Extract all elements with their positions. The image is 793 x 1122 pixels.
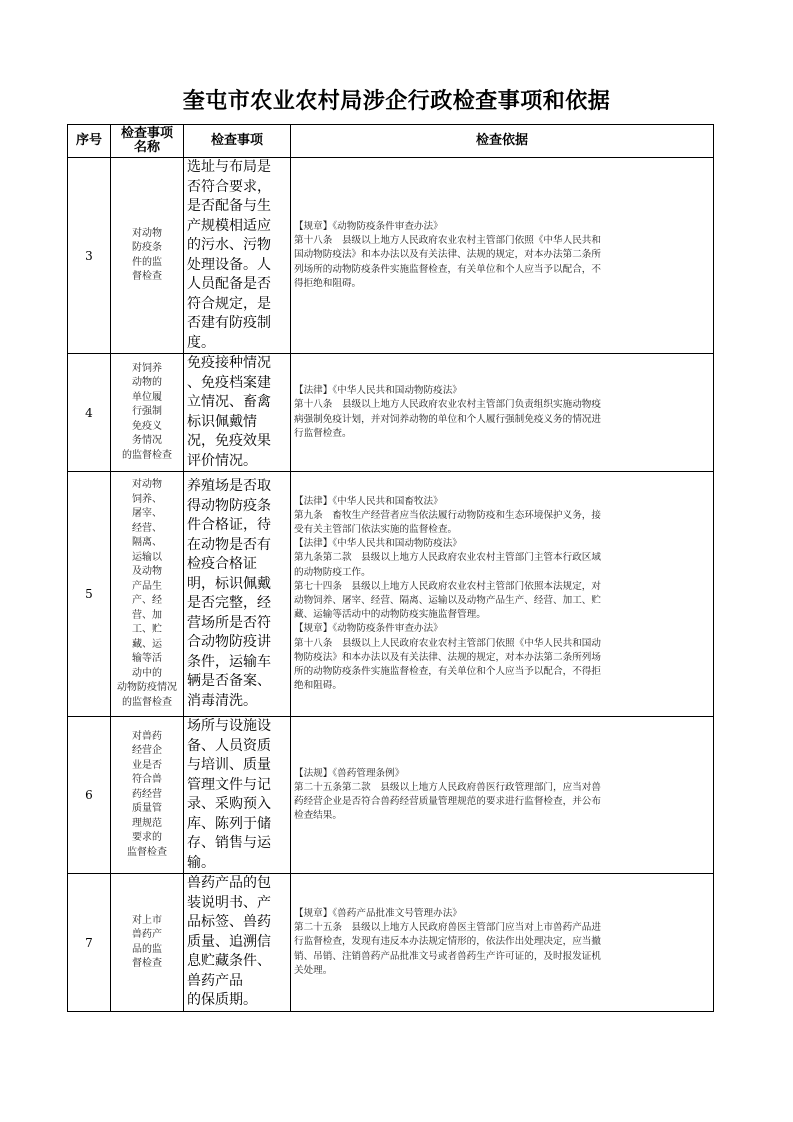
- row-basis: 【法律】《中华人民共和国畜牧法》 第九条 畜牧生产经营者应当依法履行动物防疫和生态环境保护义务，接 受有关主管部门依法实施的监督检查。 【法律】《中华人民共和国动物防疫法》 第九条第二款 县级以上地方人民政府农业农村主管部门主管本行政区域 的动物防疫工作。 第七十四条 县级以上地方人民政府农业农村主管部门依照本法规定，对 动物饲养、屠宰、经营、隔离、运输以及动物产品生产、经营、加工、贮 藏、运输等活动中的动物防疫实施监督管理。 【规章】《动物防疫条件审查办法》 第十八条 县级以上人民政府农业农村主管部门依照《中华人民共和国动 物防疫法》和本办法以及有关法律、法规的规定，对本办法第二条所列场 所的动物防疫条件实施监督检查，有关单位和个人应当予以配合，不得拒 绝和阻碍。: [291, 472, 714, 717]
- header-no: 序号: [68, 125, 111, 158]
- inspection-table: [67, 124, 714, 1012]
- row-item: 场所与设施设 备、人员资质 与培训、质量 管理文件与记 录、采购预入 库、陈列于储 存、销售与运 输。: [184, 717, 291, 874]
- row-basis: 【法律】《中华人民共和国动物防疫法》 第十八条 县级以上地方人民政府农业农村主管部门负责组织实施动物疫 病强制免疫计划，并对饲养动物的单位和个人履行强制免疫义务的情况进 行监督检查。: [291, 354, 714, 472]
- table-row: [68, 717, 714, 874]
- table-row: [68, 472, 714, 717]
- row-name: 对饲养 动物的 单位履 行强制 免疫义 务情况 的监督检查: [111, 354, 184, 472]
- row-no: 3: [68, 158, 111, 354]
- row-no: 6: [68, 717, 111, 874]
- page-title: 奎屯市农业农村局涉企行政检查事项和依据: [182, 89, 611, 114]
- row-item: 兽药产品的包 装说明书、产 品标签、兽药 质量、追溯信 息贮藏条件、 兽药产品 的保质期。: [184, 874, 291, 1012]
- row-name: 对上市 兽药产 品的监 督检查: [111, 874, 184, 1012]
- row-basis: 【法规】《兽药管理条例》 第二十五条第二款 县级以上地方人民政府兽医行政管理部门，应当对兽 药经营企业是否符合兽药经营质量管理规范的要求进行监督检查，并公布 检查结果。: [291, 717, 714, 874]
- row-name: 对动物 饲养、 屠宰、 经营、 隔离、 运输以 及动物 产品生 产、经 营、加 工、贮 藏、运 输等活 动中的 动物防疫情况 的监督检查: [111, 472, 184, 717]
- table-row: [68, 158, 714, 354]
- header-item: 检查事项: [184, 125, 291, 158]
- header-name: 检查事项 名称: [111, 125, 184, 158]
- row-name: 对兽药 经营企 业是否 符合兽 药经营 质量管 理规范 要求的 监督检查: [111, 717, 184, 874]
- table-row: [68, 874, 714, 1012]
- table-row: [68, 354, 714, 472]
- row-no: 5: [68, 472, 111, 717]
- row-name: 对动物 防疫条 件的监 督检查: [111, 158, 184, 354]
- header-basis: 检查依据: [291, 125, 714, 158]
- row-basis: 【规章】《兽药产品批准文号管理办法》 第二十五条 县级以上地方人民政府兽医主管部门应当对上市兽药产品进 行监督检查，发现有违反本办法规定情形的，依法作出处理决定，应当撤 销、吊销、注销兽药产品批准文号或者兽药生产许可证的，及时报发证机 关处理。: [291, 874, 714, 1012]
- row-basis: 【规章】《动物防疫条件审查办法》 第十八条 县级以上地方人民政府农业农村主管部门依照《中华人民共和 国动物防疫法》和本办法以及有关法律、法规的规定，对本办法第二条所 列场所的动物防疫条件实施监督检查，有关单位和个人应当予以配合，不 得拒绝和阻碍。: [291, 158, 714, 354]
- row-item: 免疫接种情况 、免疫档案建 立情况、畜禽 标识佩戴情 况，免疫效果 评价情况。: [184, 354, 291, 472]
- row-item: 选址与布局是 否符合要求， 是否配备与生 产规模相适应 的污水、污物 处理设备。人 人员配备是否 符合规定，是 否建有防疫制 度。: [184, 158, 291, 354]
- table-header-row: [68, 125, 714, 158]
- row-no: 4: [68, 354, 111, 472]
- row-item: 养殖场是否取 得动物防疫条 件合格证，待 在动物是否有 检疫合格证 明，标识佩戴 是否完整，经 营场所是否符 合动物防疫讲 条件，运输车 辆是否备案、 消毒清洗。: [184, 472, 291, 717]
- row-no: 7: [68, 874, 111, 1012]
